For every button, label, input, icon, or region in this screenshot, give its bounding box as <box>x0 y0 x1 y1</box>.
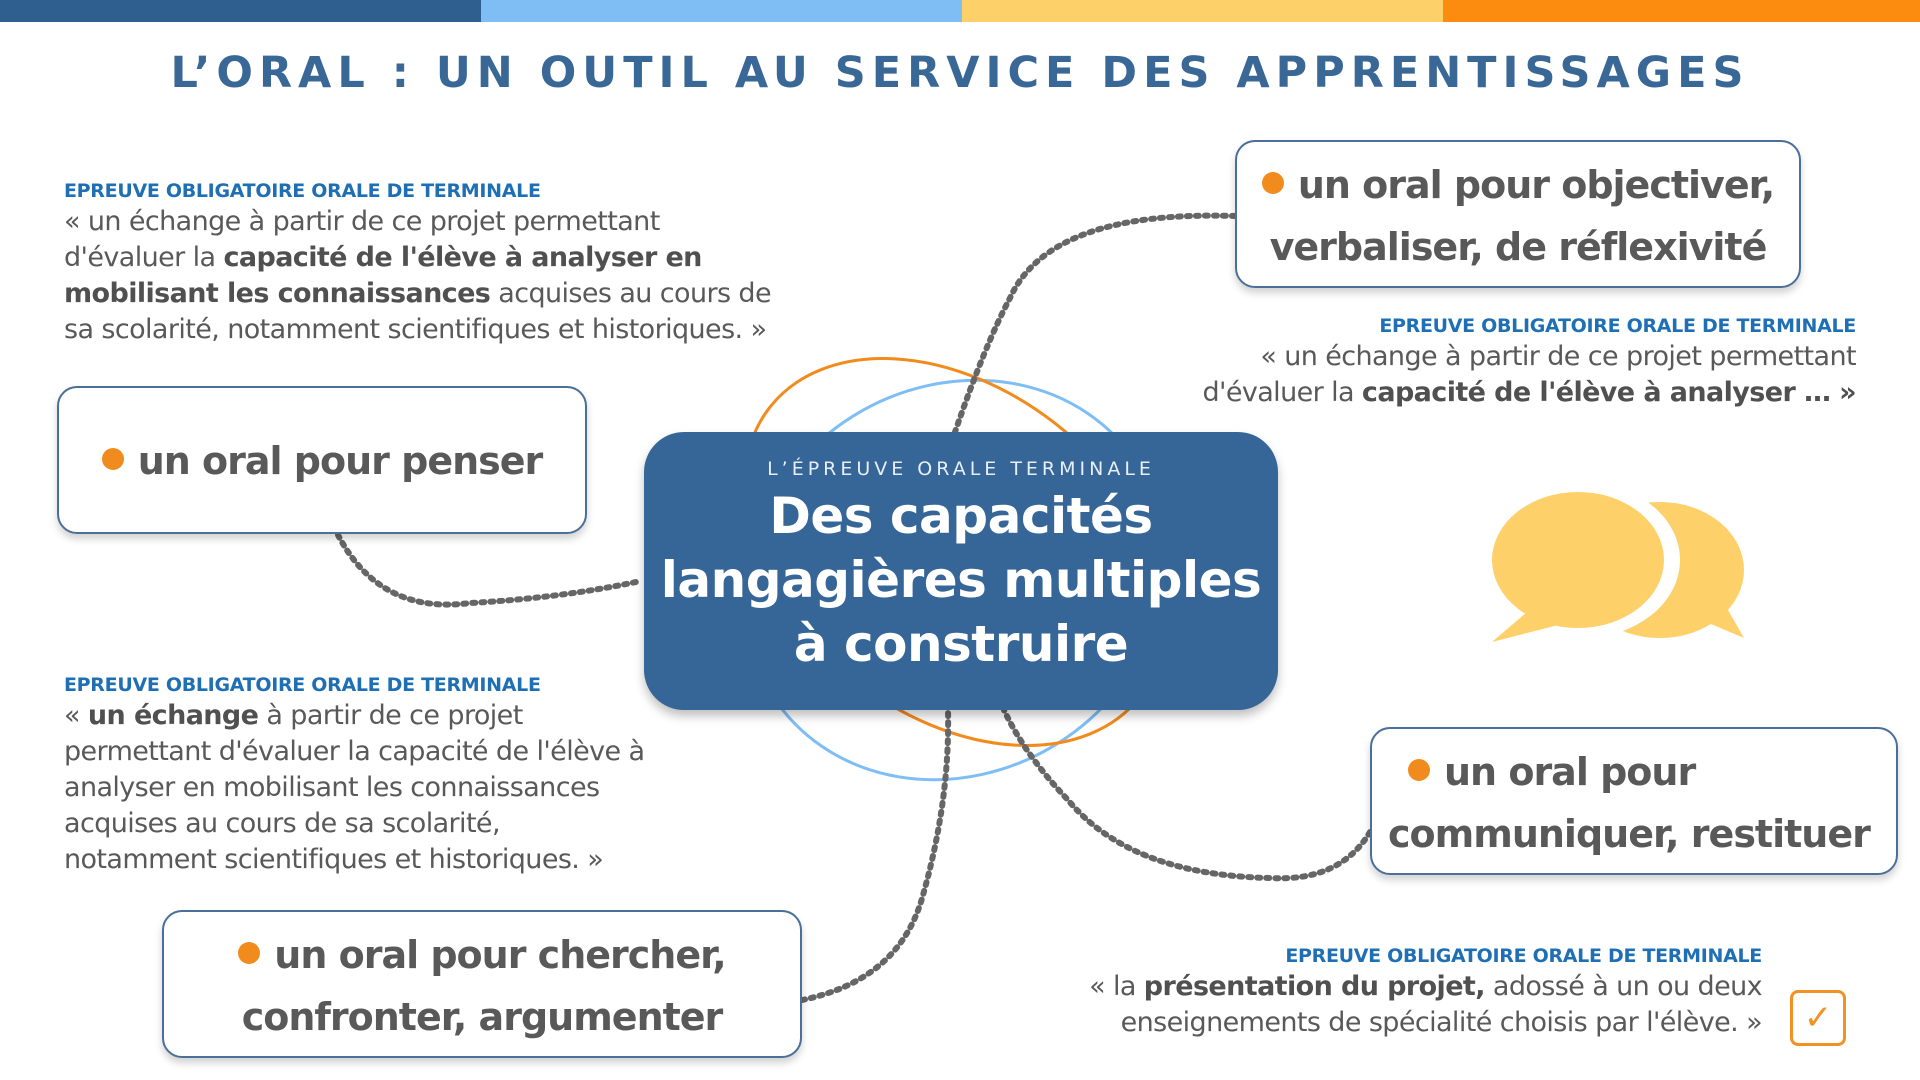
branch-oral-penser <box>57 386 587 534</box>
bullet-dot-icon <box>1408 759 1430 781</box>
quote-line: enseignements de spécialité choisis par l'élève. » <box>1120 1007 1762 1038</box>
quote-mid-left <box>64 672 684 878</box>
branch-chercher-line-1: un oral pour chercher, <box>274 933 726 977</box>
center-title-line-1: Des capacités <box>769 487 1153 545</box>
center-title <box>644 484 1278 676</box>
branch-chercher-line-2: confronter, argumenter <box>241 995 723 1039</box>
quote-text: acquises au cours de <box>490 278 771 309</box>
bullet-dot-icon <box>1262 172 1284 194</box>
quote-line <box>1060 969 1762 1005</box>
quote-line: « un échange à partir de ce projet permettant <box>1260 341 1856 372</box>
quote-line <box>64 276 804 312</box>
branch-communiquer-line-1: un oral pour <box>1444 750 1696 794</box>
quote-line: sa scolarité, notamment scientifiques et historiques. » <box>64 314 767 345</box>
center-title-line-3: à construire <box>793 615 1129 673</box>
quote-line <box>64 240 804 276</box>
speech-bubbles-icon <box>1482 486 1762 646</box>
branch-penser-text: un oral pour penser <box>137 439 543 483</box>
quote-bold: mobilisant les connaissances <box>64 278 491 309</box>
branch-objectiver-line-1: un oral pour objectiver, <box>1297 163 1775 207</box>
branch-oral-objectiver <box>1235 140 1801 288</box>
center-box <box>644 432 1278 710</box>
quote-text: à partir de ce projet <box>258 700 523 731</box>
quote-text: d'évaluer la <box>64 242 224 273</box>
quote-line <box>64 698 684 734</box>
quote-line <box>1160 375 1856 411</box>
quote-bold: un échange <box>87 700 259 731</box>
quote-top-left <box>64 178 804 348</box>
bullet-dot-icon <box>238 942 260 964</box>
bullet-dot-icon <box>102 448 124 470</box>
quote-label: EPREUVE OBLIGATOIRE ORALE DE TERMINALE <box>1285 945 1762 967</box>
quote-line: permettant d'évaluer la capacité de l'élève à <box>64 736 645 767</box>
page-title: L’ORAL : UN OUTIL AU SERVICE DES APPRENTISSAGES <box>170 48 1750 98</box>
quote-text: d'évaluer la <box>1202 377 1362 408</box>
quote-line: acquises au cours de sa scolarité, <box>64 808 500 839</box>
quote-bold: présentation du projet, <box>1143 971 1485 1002</box>
quote-bold: capacité de l'élève à analyser en <box>223 242 702 273</box>
quote-line: « un échange à partir de ce projet permettant <box>64 206 660 237</box>
quote-top-right <box>1160 313 1856 411</box>
checkbox-icon: ✓ <box>1790 990 1846 1046</box>
quote-label: EPREUVE OBLIGATOIRE ORALE DE TERMINALE <box>64 180 541 202</box>
quote-text: « <box>64 700 88 731</box>
connector-communiquer <box>1004 710 1370 878</box>
branch-objectiver-line-2: verbaliser, de réflexivité <box>1269 225 1767 269</box>
branch-communiquer-line-2: communiquer, restituer <box>1388 812 1870 856</box>
quote-bottom-right <box>1060 943 1762 1041</box>
quote-text: « la <box>1089 971 1144 1002</box>
center-title-line-2: langagières multiples <box>660 551 1262 609</box>
connector-chercher <box>802 710 948 1000</box>
branch-oral-communiquer <box>1370 727 1898 875</box>
connector-penser <box>338 535 636 605</box>
quote-bold: capacité de l'élève à analyser … » <box>1361 377 1856 408</box>
quote-line: notamment scientifiques et historiques. » <box>64 844 604 875</box>
quote-label: EPREUVE OBLIGATOIRE ORALE DE TERMINALE <box>1379 315 1856 337</box>
center-label: L’ÉPREUVE ORALE TERMINALE <box>767 458 1155 480</box>
quote-text: adossé à un ou deux <box>1484 971 1762 1002</box>
branch-oral-chercher <box>162 910 802 1058</box>
quote-line: analyser en mobilisant les connaissances <box>64 772 600 803</box>
quote-label: EPREUVE OBLIGATOIRE ORALE DE TERMINALE <box>64 674 541 696</box>
